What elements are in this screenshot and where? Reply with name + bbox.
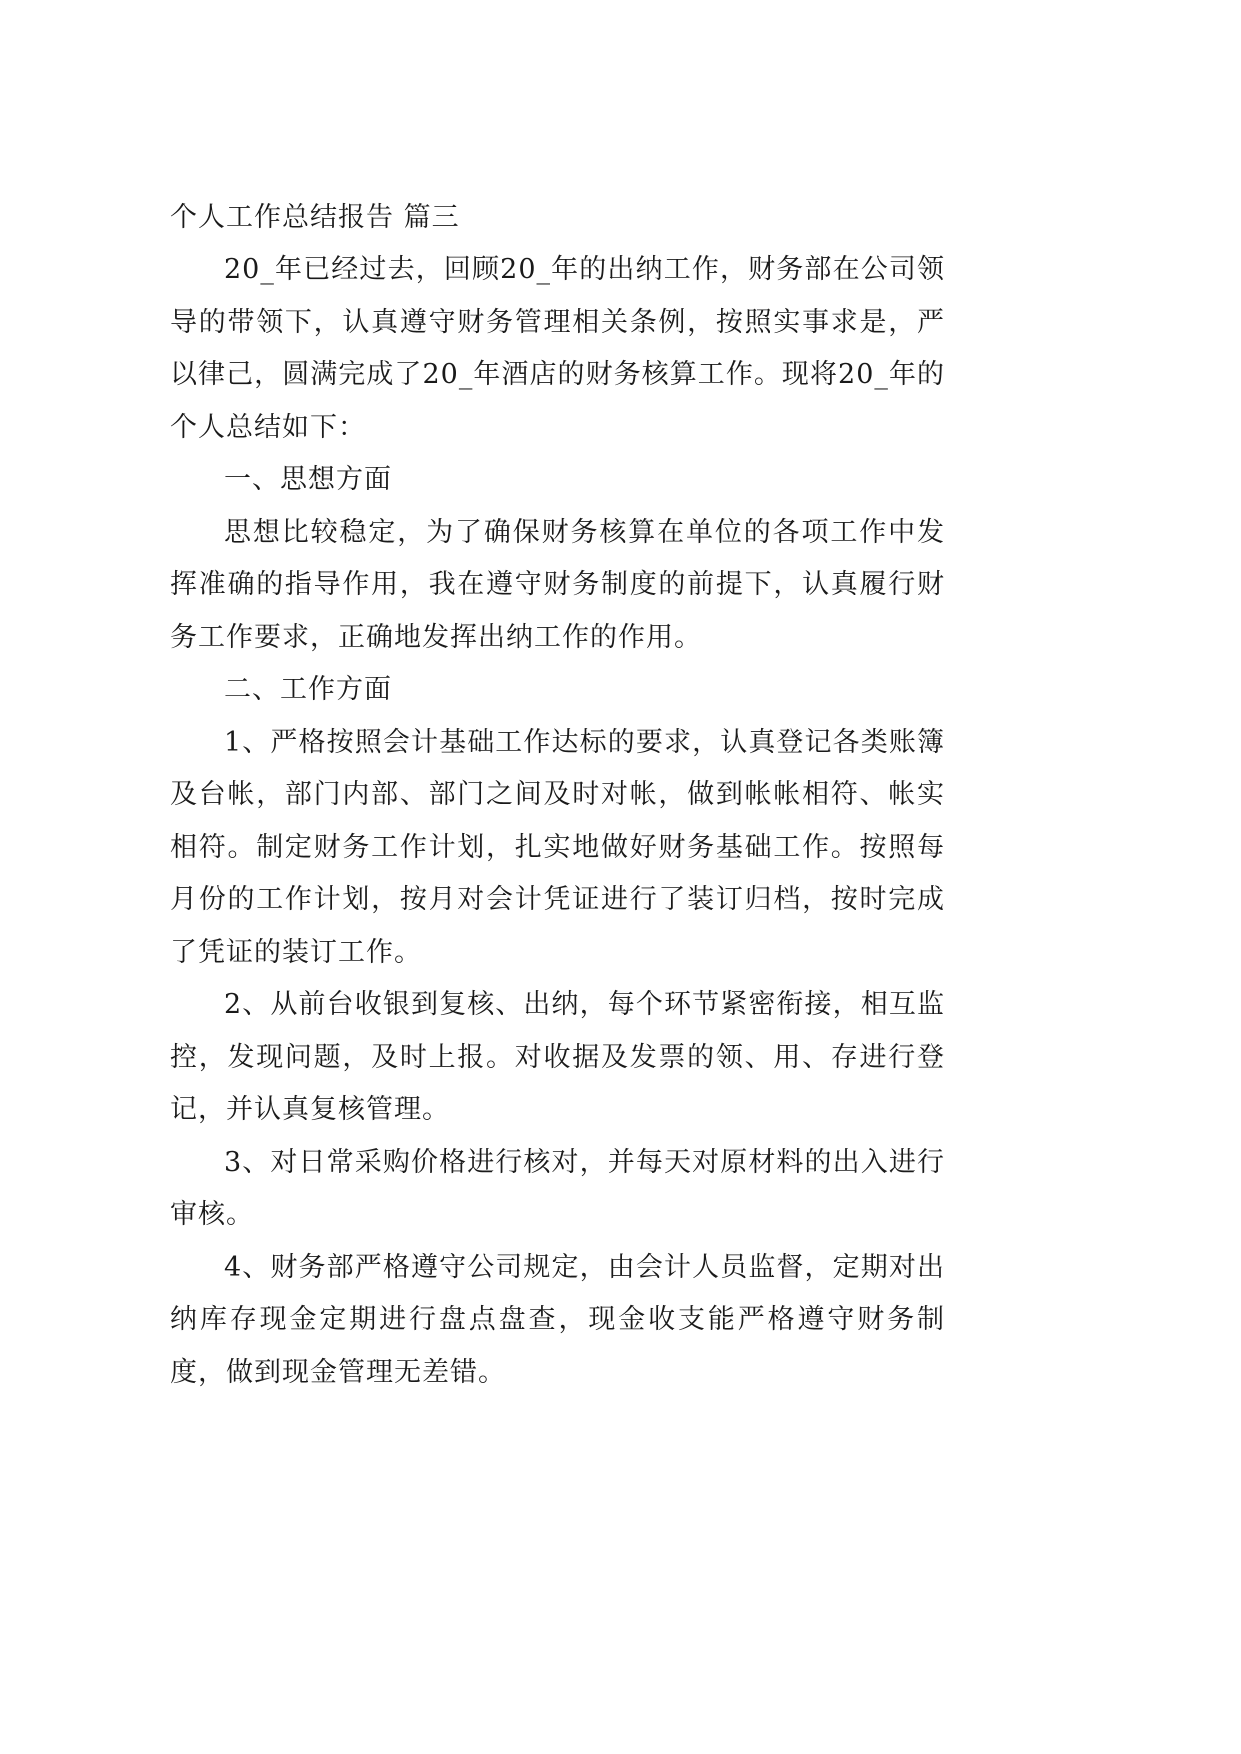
work-item-4: 4、财务部严格遵守公司规定，由会计人员监督，定期对出纳库存现金定期进行盘点盘查，现金收支能严格遵守财务制度，做到现金管理无差错。 (170, 1251, 945, 1388)
work-item-3: 3、对日常采购价格进行核对，并每天对原材料的出入进行审核。 (170, 1146, 945, 1230)
document-title: 个人工作总结报告 篇三 (170, 202, 460, 233)
section-heading-thoughts: 一、思想方面 (224, 464, 392, 495)
document-page (170, 192, 945, 1399)
work-item-2: 2、从前台收银到复核、出纳，每个环节紧密衔接，相互监控，发现问题，及时上报。对收据及发票的领、用、存进行登记，并认真复核管理。 (170, 989, 945, 1125)
thoughts-paragraph: 思想比较稳定，为了确保财务核算在单位的各项工作中发挥准确的指导作用，我在遵守财务制度的前提下，认真履行财务工作要求，正确地发挥出纳工作的作用。 (170, 516, 945, 653)
intro-paragraph: 20_年已经过去，回顾20_年的出纳工作，财务部在公司领导的带领下，认真遵守财务管理相关条例，按照实事求是，严以律己，圆满完成了20_年酒店的财务核算工作。现将20_年的个人总结如下： (170, 254, 945, 443)
work-item-1: 1、严格按照会计基础工作达标的要求，认真登记各类账簿及台帐，部门内部、部门之间及时对帐，做到帐帐相符、帐实相符。制定财务工作计划，扎实地做好财务基础工作。按照每月份的工作计划，按月对会计凭证进行了装订归档，按时完成了凭证的装订工作。 (170, 726, 945, 968)
section-heading-work: 二、工作方面 (224, 674, 392, 705)
